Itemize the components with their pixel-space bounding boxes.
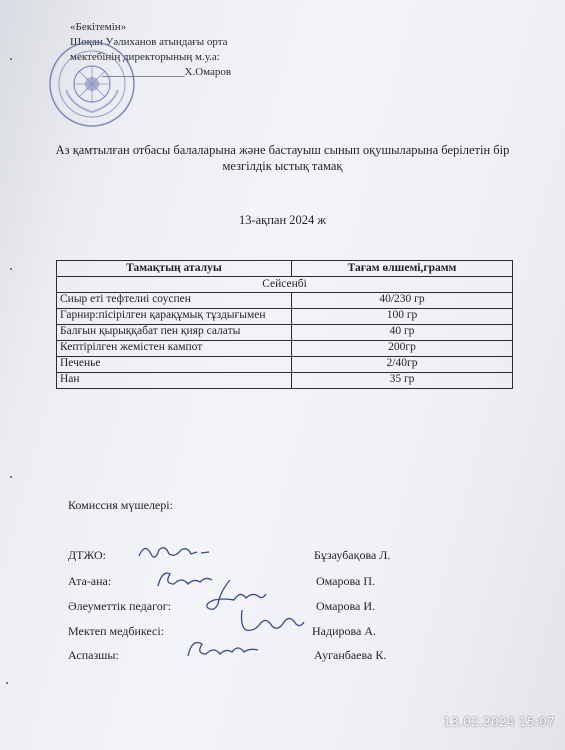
photo-timestamp: 13.02.2024 15:07: [443, 715, 555, 729]
dish-name: Кептірілген жемістен кампот: [57, 341, 292, 357]
scan-speck: [10, 268, 12, 270]
dish-portion: 200гр: [292, 341, 513, 357]
dish-name: Балғын қырыққабат пен қияр салаты: [57, 325, 292, 341]
dish-name: Печенье: [57, 357, 292, 373]
signatory-row: [68, 548, 508, 564]
approval-director: _______________Х.Омаров: [102, 66, 232, 78]
approval-heading: «Бекітемін»: [70, 21, 127, 33]
dish-portion: 100 гр: [292, 309, 513, 325]
table-row: [57, 325, 513, 341]
signatory-name: Бұзаубақова Л.: [314, 548, 391, 562]
signatory-role: Аспазшы:: [68, 648, 119, 662]
signatory-role: Әлеуметтік педагог:: [68, 599, 171, 613]
signatory-role: Мектеп медбикесі:: [68, 624, 165, 638]
table-row: [57, 309, 513, 325]
signatory-name: Ауганбаева К.: [314, 648, 387, 662]
dish-name: Сиыр еті тефтелиі соуспен: [57, 293, 292, 309]
dish-name: Нан: [57, 373, 292, 389]
approval-position: мектебінің директорының м.у.а:: [70, 51, 220, 63]
menu-table: [56, 260, 513, 389]
dish-portion: 40/230 гр: [292, 293, 513, 309]
table-row: [57, 373, 513, 389]
signatory-row: [68, 648, 508, 664]
signature-scribble-icon: [182, 634, 262, 662]
signature-scribble-icon: [236, 606, 306, 636]
signatory-name: Надирова А.: [312, 624, 377, 638]
table-row: [57, 357, 513, 373]
signature-scribble-icon: [135, 538, 215, 566]
scan-speck: [10, 476, 12, 478]
signatory-role: ДТЖО:: [68, 548, 106, 562]
school-seal-icon: [48, 40, 136, 128]
table-header-row: [57, 261, 513, 277]
signatory-name: Омарова И.: [316, 599, 376, 613]
approval-school: Шоқан Уәлиханов атындағы орта: [70, 36, 228, 48]
header-portion: Тағам өлшемі,грамм: [292, 261, 513, 277]
dish-portion: 40 гр: [292, 325, 513, 341]
day-cell: Сейсенбі: [57, 277, 513, 293]
scan-speck: [10, 58, 12, 60]
signatory-role: Ата-ана:: [68, 574, 112, 588]
dish-portion: 35 гр: [292, 373, 513, 389]
table-row: [57, 293, 513, 309]
document-date: 13-ақпан 2024 ж: [238, 213, 327, 227]
signatory-name: Омарова П.: [316, 574, 376, 588]
commission-label: Комиссия мүшелері:: [68, 498, 173, 512]
document-title: Аз қамтылған отбасы балаларына және бастауыш сынып оқушыларына берілетін бір мезгілдік ыстық тамақ: [55, 143, 510, 173]
dish-name: Гарнир:пісірілген қарақұмық тұздығымен: [57, 309, 292, 325]
signatory-row: [68, 574, 508, 590]
scan-speck: [6, 682, 8, 684]
day-row: [57, 277, 513, 293]
dish-portion: 2/40гр: [292, 357, 513, 373]
table-row: [57, 341, 513, 357]
header-dish: Тамақтың аталуы: [57, 261, 292, 277]
